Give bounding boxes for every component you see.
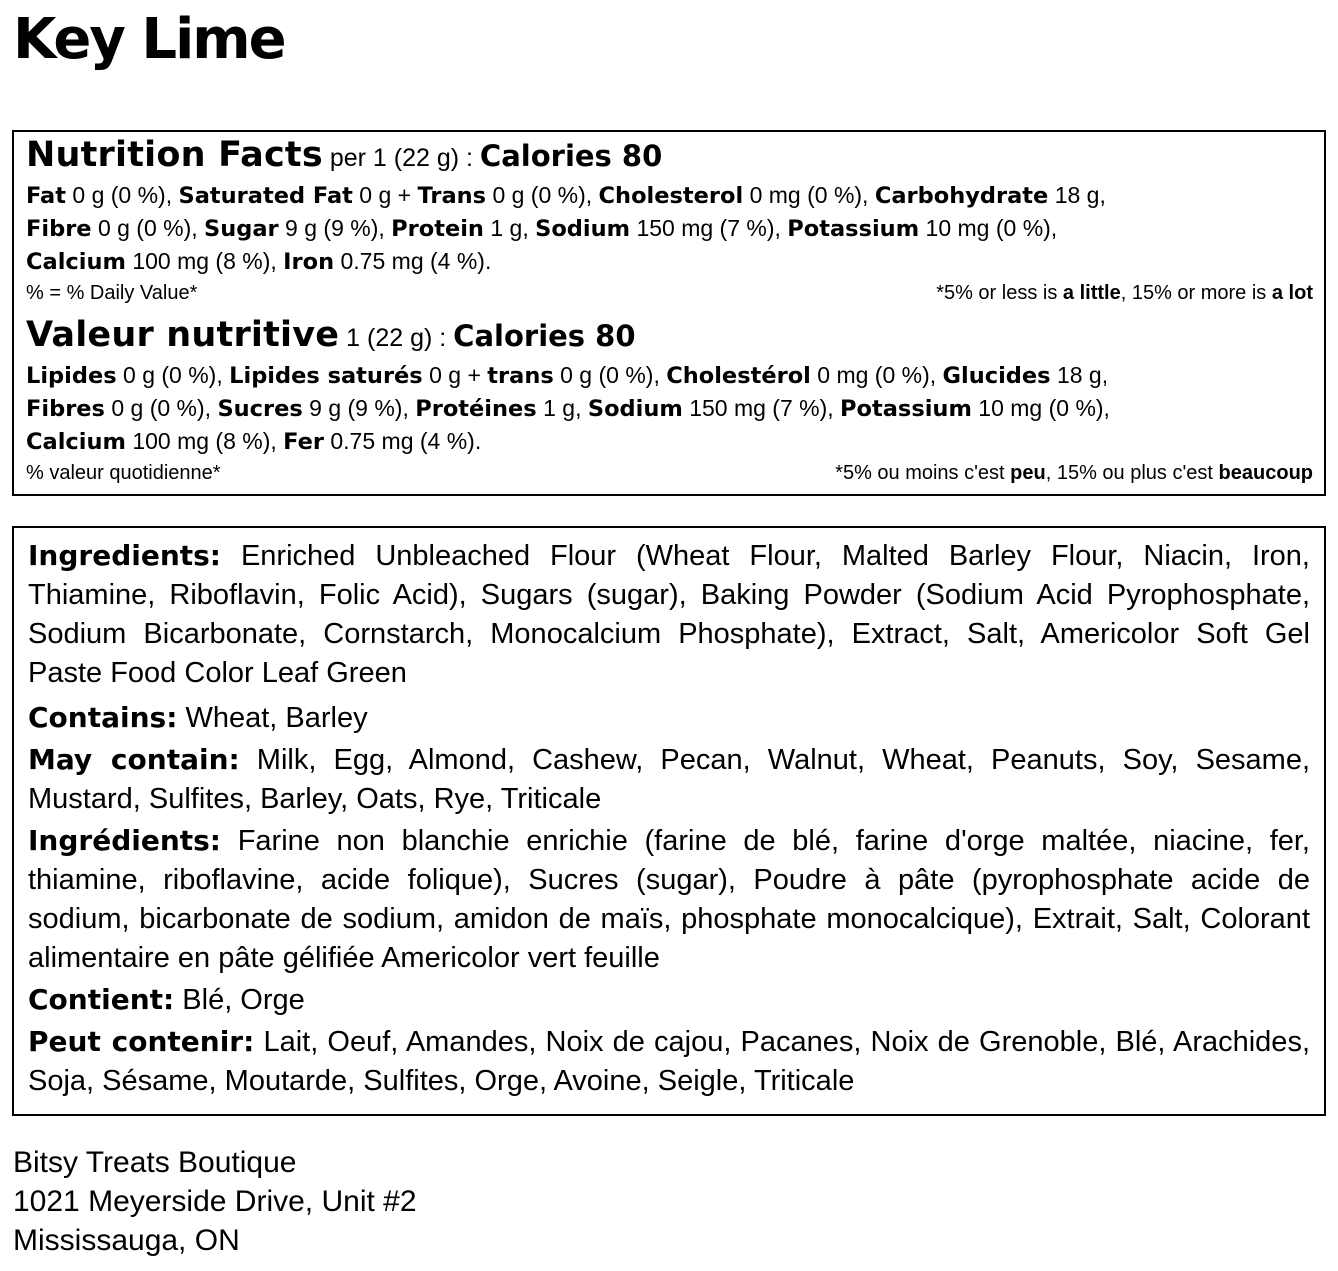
footnote-little: peu xyxy=(1010,462,1046,484)
serving-size: 1 (22 g) : xyxy=(346,324,447,352)
calcium-label: Calcium xyxy=(26,249,126,275)
may-contain-en xyxy=(28,740,1310,819)
ingredients-panel xyxy=(12,526,1326,1116)
calcium-value: 100 mg (8 %), xyxy=(132,428,277,454)
iron-label: Iron xyxy=(283,249,335,275)
fat-value: 0 g (0 %), xyxy=(72,182,173,208)
trans-value: 0 g (0 %), xyxy=(560,362,660,388)
contains-fr-text: Blé, Orge xyxy=(182,984,305,1016)
business-name: Bitsy Treats Boutique xyxy=(13,1146,297,1179)
nutrient-line-3-en xyxy=(26,245,491,279)
nutrient-line-1-fr xyxy=(26,359,1108,393)
ingredients-fr-text: Farine non blanchie enrichie (farine de blé, farine d'orge maltée, niacine, fer, thiamine, riboflavine, acide folique), Sucres (sugar), Poudre à pâte (pyrophosphate acide de sodium, bicarbonate de sodium, amidon de maïs, phosphate monocalcique), Extrait, Salt, Colorant alimentaire en pâte gélifiée Americolor vert feuille xyxy=(28,825,1310,974)
serving-size: per 1 (22 g) : xyxy=(329,144,473,172)
carb-value: 18 g, xyxy=(1056,362,1109,388)
iron-value: 0.75 mg (4 %). xyxy=(340,248,492,274)
ingredients-en-text: Enriched Unbleached Flour (Wheat Flour, Malted Barley Flour, Niacin, Iron, Thiamine, Riboflavin, Folic Acid), Sugars (sugar), Baking Powder (Sodium Acid Pyrophosphate, Sodium Bicarbonate, Cornstarch, Monocalcium Phosphate), Extract, Salt, Americolor Soft Gel Paste Food Color Leaf Green xyxy=(28,540,1310,689)
contains-fr-label: Contient: xyxy=(28,983,175,1016)
potassium-value: 10 mg (0 %), xyxy=(978,395,1110,421)
ingredients-fr xyxy=(28,821,1310,978)
nutrient-line-3-fr xyxy=(26,425,481,459)
ingredients-fr-label: Ingrédients: xyxy=(28,824,222,857)
footnote-pre: *5% or less is xyxy=(936,282,1058,304)
daily-value-footnote-fr xyxy=(835,460,1313,486)
nutrition-heading-en xyxy=(26,135,662,175)
potassium-label: Potassium xyxy=(840,396,972,422)
sat-fat-label: Lipides saturés xyxy=(229,363,423,389)
footnote-mid: , 15% ou plus c'est xyxy=(1045,462,1213,484)
contains-en xyxy=(28,698,1310,738)
cholesterol-label: Cholesterol xyxy=(598,183,744,209)
may-contain-fr xyxy=(28,1022,1310,1101)
heading: Nutrition Facts xyxy=(26,135,323,175)
fat-label: Lipides xyxy=(26,363,117,389)
carb-label: Glucides xyxy=(942,363,1051,389)
potassium-label: Potassium xyxy=(787,216,920,242)
nutrient-line-2-en xyxy=(26,212,1057,246)
daily-value-note-en: % = % Daily Value* xyxy=(26,282,198,304)
trans-value: 0 g (0 %), xyxy=(492,182,593,208)
footnote-lot: a lot xyxy=(1271,282,1313,304)
iron-value: 0.75 mg (4 %). xyxy=(330,428,482,454)
street-address: 1021 Meyerside Drive, Unit #2 xyxy=(13,1185,417,1218)
nutrient-line-2-fr xyxy=(26,392,1110,426)
cholesterol-value: 0 mg (0 %), xyxy=(817,362,937,388)
protein-value: 1 g, xyxy=(490,215,529,241)
may-contain-en-text: Milk, Egg, Almond, Cashew, Pecan, Walnut, Wheat, Peanuts, Soy, Sesame, Mustard, Sulfites, Barley, Oats, Rye, Triticale xyxy=(28,744,1311,815)
sugar-value: 9 g (9 %), xyxy=(309,395,409,421)
sat-fat-value: 0 g + xyxy=(429,362,481,388)
trans-label: Trans xyxy=(417,183,487,209)
fibre-label: Fibre xyxy=(26,216,92,242)
heading: Valeur nutritive xyxy=(26,315,340,355)
may-contain-fr-label: Peut contenir: xyxy=(28,1025,255,1058)
fibre-value: 0 g (0 %), xyxy=(111,395,212,421)
iron-label: Fer xyxy=(283,429,324,455)
calcium-label: Calcium xyxy=(26,429,126,455)
ingredients-en xyxy=(28,536,1310,693)
footnote-lot: beaucoup xyxy=(1218,462,1313,484)
cholesterol-value: 0 mg (0 %), xyxy=(749,182,869,208)
sodium-label: Sodium xyxy=(535,216,631,242)
nutrition-heading-fr xyxy=(26,315,636,355)
protein-label: Protéines xyxy=(415,396,537,422)
footnote-pre: *5% ou moins c'est xyxy=(835,462,1005,484)
carb-value: 18 g, xyxy=(1054,182,1106,208)
contains-en-label: Contains: xyxy=(28,701,178,734)
may-contain-fr-text: Lait, Oeuf, Amandes, Noix de cajou, Pacanes, Noix de Grenoble, Blé, Arachides, Soja, Sésame, Moutarde, Sulfites, Orge, Avoine, Seigle, Triticale xyxy=(28,1026,1310,1097)
fibre-label: Fibres xyxy=(26,396,105,422)
potassium-value: 10 mg (0 %), xyxy=(925,215,1058,241)
sugar-label: Sugar xyxy=(204,216,279,242)
sodium-value: 150 mg (7 %), xyxy=(636,215,781,241)
product-title: Key Lime xyxy=(13,7,285,72)
cholesterol-label: Cholestérol xyxy=(666,363,811,389)
nutrient-line-1-en xyxy=(26,179,1106,213)
sat-fat-label: Saturated Fat xyxy=(178,183,353,209)
footnote-mid: , 15% or more is xyxy=(1120,282,1267,304)
sugar-label: Sucres xyxy=(217,396,303,422)
contains-en-text: Wheat, Barley xyxy=(185,702,368,734)
protein-label: Protein xyxy=(391,216,484,242)
ingredients-en-label: Ingredients: xyxy=(28,539,222,572)
nutrition-facts-table xyxy=(12,130,1326,496)
fat-label: Fat xyxy=(26,183,66,209)
calories: Calories 80 xyxy=(453,319,636,353)
sodium-label: Sodium xyxy=(587,396,683,422)
calcium-value: 100 mg (8 %), xyxy=(132,248,277,274)
footnote-little: a little xyxy=(1062,282,1121,304)
daily-value-footnote-en xyxy=(936,280,1313,306)
sugar-value: 9 g (9 %), xyxy=(285,215,385,241)
daily-value-note-fr: % valeur quotidienne* xyxy=(26,462,221,484)
calories: Calories 80 xyxy=(479,139,663,173)
fat-value: 0 g (0 %), xyxy=(123,362,223,388)
sodium-value: 150 mg (7 %), xyxy=(689,395,834,421)
carb-label: Carbohydrate xyxy=(874,183,1049,209)
sat-fat-value: 0 g + xyxy=(359,182,412,208)
protein-value: 1 g, xyxy=(543,395,582,421)
trans-label: trans xyxy=(487,363,554,389)
fibre-value: 0 g (0 %), xyxy=(97,215,198,241)
contains-fr xyxy=(28,980,1310,1020)
may-contain-en-label: May contain: xyxy=(28,743,240,776)
city-province: Mississauga, ON xyxy=(13,1224,240,1257)
